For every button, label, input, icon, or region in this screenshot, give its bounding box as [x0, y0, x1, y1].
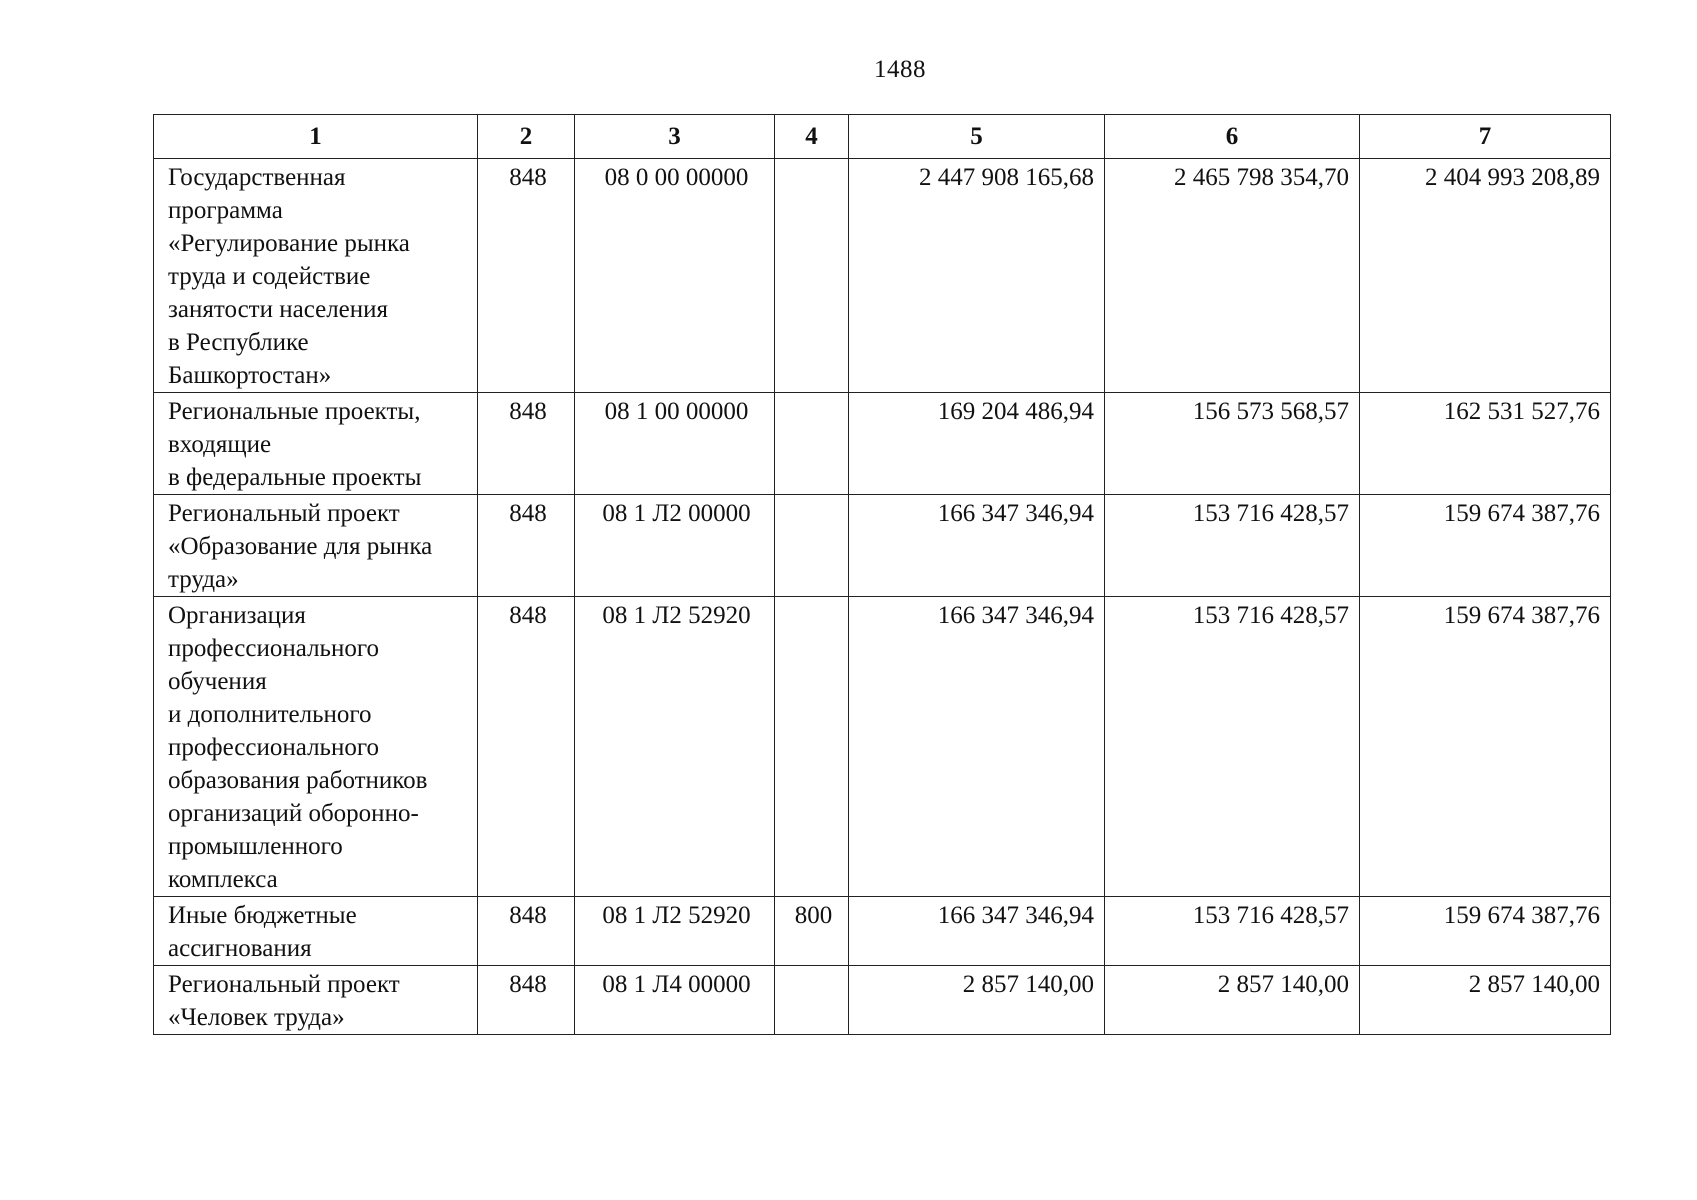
row-col2-cell: 848 [478, 495, 575, 597]
row-col4-cell [775, 159, 849, 393]
column-header-4: 4 [775, 115, 849, 159]
row-col6-cell: 156 573 568,57 [1105, 393, 1360, 495]
row-col4-cell [775, 966, 849, 1035]
row-col3-cell: 08 1 Л4 00000 [575, 966, 775, 1035]
column-header-6: 6 [1105, 115, 1360, 159]
row-name-cell: Региональный проект «Человек труда» [154, 966, 478, 1035]
row-col4-cell [775, 393, 849, 495]
row-col7-cell: 2 404 993 208,89 [1360, 159, 1611, 393]
row-col5-cell: 2 447 908 165,68 [849, 159, 1105, 393]
row-col7-cell: 159 674 387,76 [1360, 597, 1611, 897]
row-name-cell: Региональные проекты, входящие в федеральные проекты [154, 393, 478, 495]
row-col2-cell: 848 [478, 966, 575, 1035]
row-col7-cell: 159 674 387,76 [1360, 897, 1611, 966]
table-row [154, 966, 1611, 1035]
column-header-3: 3 [575, 115, 775, 159]
budget-table [153, 114, 1611, 1035]
table-row [154, 597, 1611, 897]
row-col6-cell: 2 465 798 354,70 [1105, 159, 1360, 393]
row-col4-cell: 800 [775, 897, 849, 966]
row-col3-cell: 08 1 00 00000 [575, 393, 775, 495]
row-col6-cell: 153 716 428,57 [1105, 495, 1360, 597]
row-col3-cell: 08 1 Л2 52920 [575, 597, 775, 897]
row-name-cell: Государственная программа «Регулирование рынка труда и содействие занятости населения в Республике Башкортостан» [154, 159, 478, 393]
row-col2-cell: 848 [478, 597, 575, 897]
row-col5-cell: 166 347 346,94 [849, 597, 1105, 897]
row-col3-cell: 08 1 Л2 00000 [575, 495, 775, 597]
table-header-row [154, 115, 1611, 159]
row-col2-cell: 848 [478, 897, 575, 966]
table-row [154, 897, 1611, 966]
row-col6-cell: 153 716 428,57 [1105, 897, 1360, 966]
row-name-cell: Организация профессионального обучения и дополнительного профессионального образования работников организаций оборонно- промышленного комплекса [154, 597, 478, 897]
row-col4-cell [775, 597, 849, 897]
column-header-5: 5 [849, 115, 1105, 159]
row-name-cell: Иные бюджетные ассигнования [154, 897, 478, 966]
table-row [154, 495, 1611, 597]
row-col5-cell: 166 347 346,94 [849, 495, 1105, 597]
row-col5-cell: 166 347 346,94 [849, 897, 1105, 966]
row-col3-cell: 08 1 Л2 52920 [575, 897, 775, 966]
row-col7-cell: 162 531 527,76 [1360, 393, 1611, 495]
row-col4-cell [775, 495, 849, 597]
row-col7-cell: 2 857 140,00 [1360, 966, 1611, 1035]
row-col5-cell: 169 204 486,94 [849, 393, 1105, 495]
column-header-7: 7 [1360, 115, 1611, 159]
table-row [154, 159, 1611, 393]
page-number: 1488 [874, 56, 926, 83]
row-name-cell: Региональный проект «Образование для рынка труда» [154, 495, 478, 597]
table-row [154, 393, 1611, 495]
row-col6-cell: 153 716 428,57 [1105, 597, 1360, 897]
row-col2-cell: 848 [478, 393, 575, 495]
row-col6-cell: 2 857 140,00 [1105, 966, 1360, 1035]
row-col5-cell: 2 857 140,00 [849, 966, 1105, 1035]
column-header-1: 1 [154, 115, 478, 159]
row-col2-cell: 848 [478, 159, 575, 393]
row-col7-cell: 159 674 387,76 [1360, 495, 1611, 597]
row-col3-cell: 08 0 00 00000 [575, 159, 775, 393]
column-header-2: 2 [478, 115, 575, 159]
